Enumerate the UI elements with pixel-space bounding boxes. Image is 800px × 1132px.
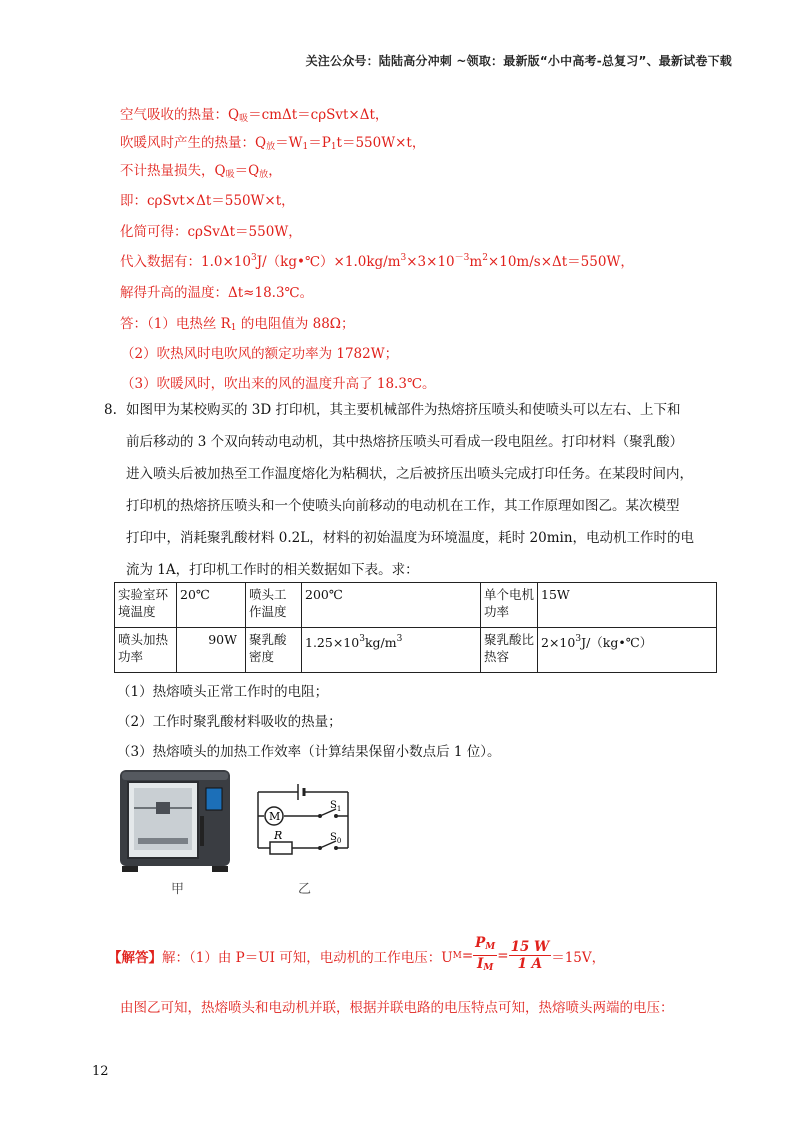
question-line: 打印中，消耗聚乳酸材料 0.2L，材料的初始温度为环境温度，耗时 20min，电动机工作时的电: [126, 530, 695, 546]
question-line: 如图甲为某校购买的 3D 打印机，其主要机械部件为热熔挤压喷头和使喷头可以左右、上下和: [126, 402, 681, 418]
circuit-diagram: [250, 778, 360, 868]
table-cell: 20℃: [177, 583, 246, 628]
table-cell: 200℃: [302, 583, 481, 628]
question-line: 前后移动的 3 个双向转动电动机，其中热熔挤压喷头可看成一段电阻丝。打印材料（聚乳酸）: [126, 434, 684, 450]
sub-question-1: （1）热熔喷头正常工作时的电阻；: [117, 684, 329, 700]
solution-line-3: 不计热量损失，$Q_吸=Q_放$，: [120, 163, 282, 180]
sub-question-3: （3）热熔喷头的加热工作效率（计算结果保留小数点后 1 位）。: [117, 744, 501, 760]
table-cell: $2\times 10^3J/(kg•℃)$: [538, 628, 717, 673]
solution-line-5: 化简可得：cρSvΔt＝550W，: [120, 224, 302, 240]
fraction-p-over-i: $\frac{P_M}{I_M}$: [475, 935, 496, 973]
solution-answer-3: （3）吹暖风时，吹出来的风的温度升高了 18.3℃。: [121, 376, 436, 392]
printer-image: [112, 768, 237, 876]
table-cell: 实验室环境温度: [115, 583, 177, 628]
solution-line-2: 吹暖风时产生的热量：$Q_放=W_1=P_1t=550W\times t$，: [120, 135, 426, 152]
table-cell: 喷头工作温度: [246, 583, 302, 628]
table-cell: 喷头加热功率: [115, 628, 177, 673]
solution-line-7: 解得升高的温度：Δt≈18.3℃。: [120, 285, 314, 301]
figure-label-a: 甲: [171, 882, 185, 897]
table-cell: 聚乳酸密度: [246, 628, 302, 673]
table-cell: 聚乳酸比热容: [481, 628, 538, 673]
table-cell: $1.25\times 10^3kg/m^3$: [302, 628, 481, 673]
answer-line-1: 【解答】 解：（1）由 P＝UI 可知，电动机的工作电压：U M = $\frac{P_M}{I_M}$ = $\frac{15 W}{1 A}$ ＝15V，: [108, 935, 605, 976]
page-header: 关注公众号：陆陆高分冲刺 ~领取：最新版“小中高考-总复习”、最新试卷下载: [305, 54, 732, 68]
solution-answer-2: （2）吹热风时电吹风的额定功率为 1782W；: [121, 346, 399, 362]
motor-symbol: M: [269, 810, 281, 823]
solution-line-4: 即：cρSvt×Δt＝550W×t，: [120, 193, 295, 209]
table-row: [115, 628, 717, 673]
figure-label-b: 乙: [298, 882, 312, 897]
resistor-label: R: [274, 829, 283, 842]
answer-line-2: 由图乙可知，热熔喷头和电动机并联，根据并联电路的电压特点可知，热熔喷头两端的电压：: [120, 1000, 674, 1016]
question-stem: [126, 394, 726, 586]
solution-line-6: 代入数据有：$1.0\times 10^3J/(kg•℃)\times 1.0kg/m^3\times 3\times 10^{-3}m^2\times 10m/s\times\Delta t=550W$，: [120, 253, 634, 270]
solution-answer-1: 答：（1）电热丝 $R_1$ 的电阻值为 88Ω；: [120, 316, 355, 333]
table-cell: 90W: [177, 628, 246, 673]
parameter-table: [114, 582, 717, 673]
question-line: 进入喷头后被加热至工作温度熔化为粘稠状，之后被挤压出喷头完成打印任务。在某段时间内，: [126, 466, 693, 482]
switch-s1-label: $S_1$: [330, 800, 342, 813]
sub-question-2: （2）工作时聚乳酸材料吸收的热量；: [117, 714, 342, 730]
answer-tag: 【解答】: [108, 949, 162, 966]
question-line: 流为 1A，打印机工作时的相关数据如下表。求：: [126, 562, 419, 578]
page-number: 12: [92, 1064, 109, 1079]
fraction-values: $\frac{15 W}{1 A}$: [510, 939, 550, 972]
table-row: [115, 583, 717, 628]
solution-line-1: 空气吸收的热量：$Q_吸=cm\Delta t=c\rho Svt\times\Delta t$，: [120, 107, 389, 124]
question-line: 打印机的热熔挤压喷头和一个使喷头向前移动的电动机在工作，其工作原理如图乙。某次模型: [126, 498, 680, 514]
switch-s0-label: $S_0$: [330, 832, 342, 845]
table-cell: 单个电机功率: [481, 583, 538, 628]
table-cell: 15W: [538, 583, 717, 628]
question-number: 8.: [104, 402, 117, 418]
